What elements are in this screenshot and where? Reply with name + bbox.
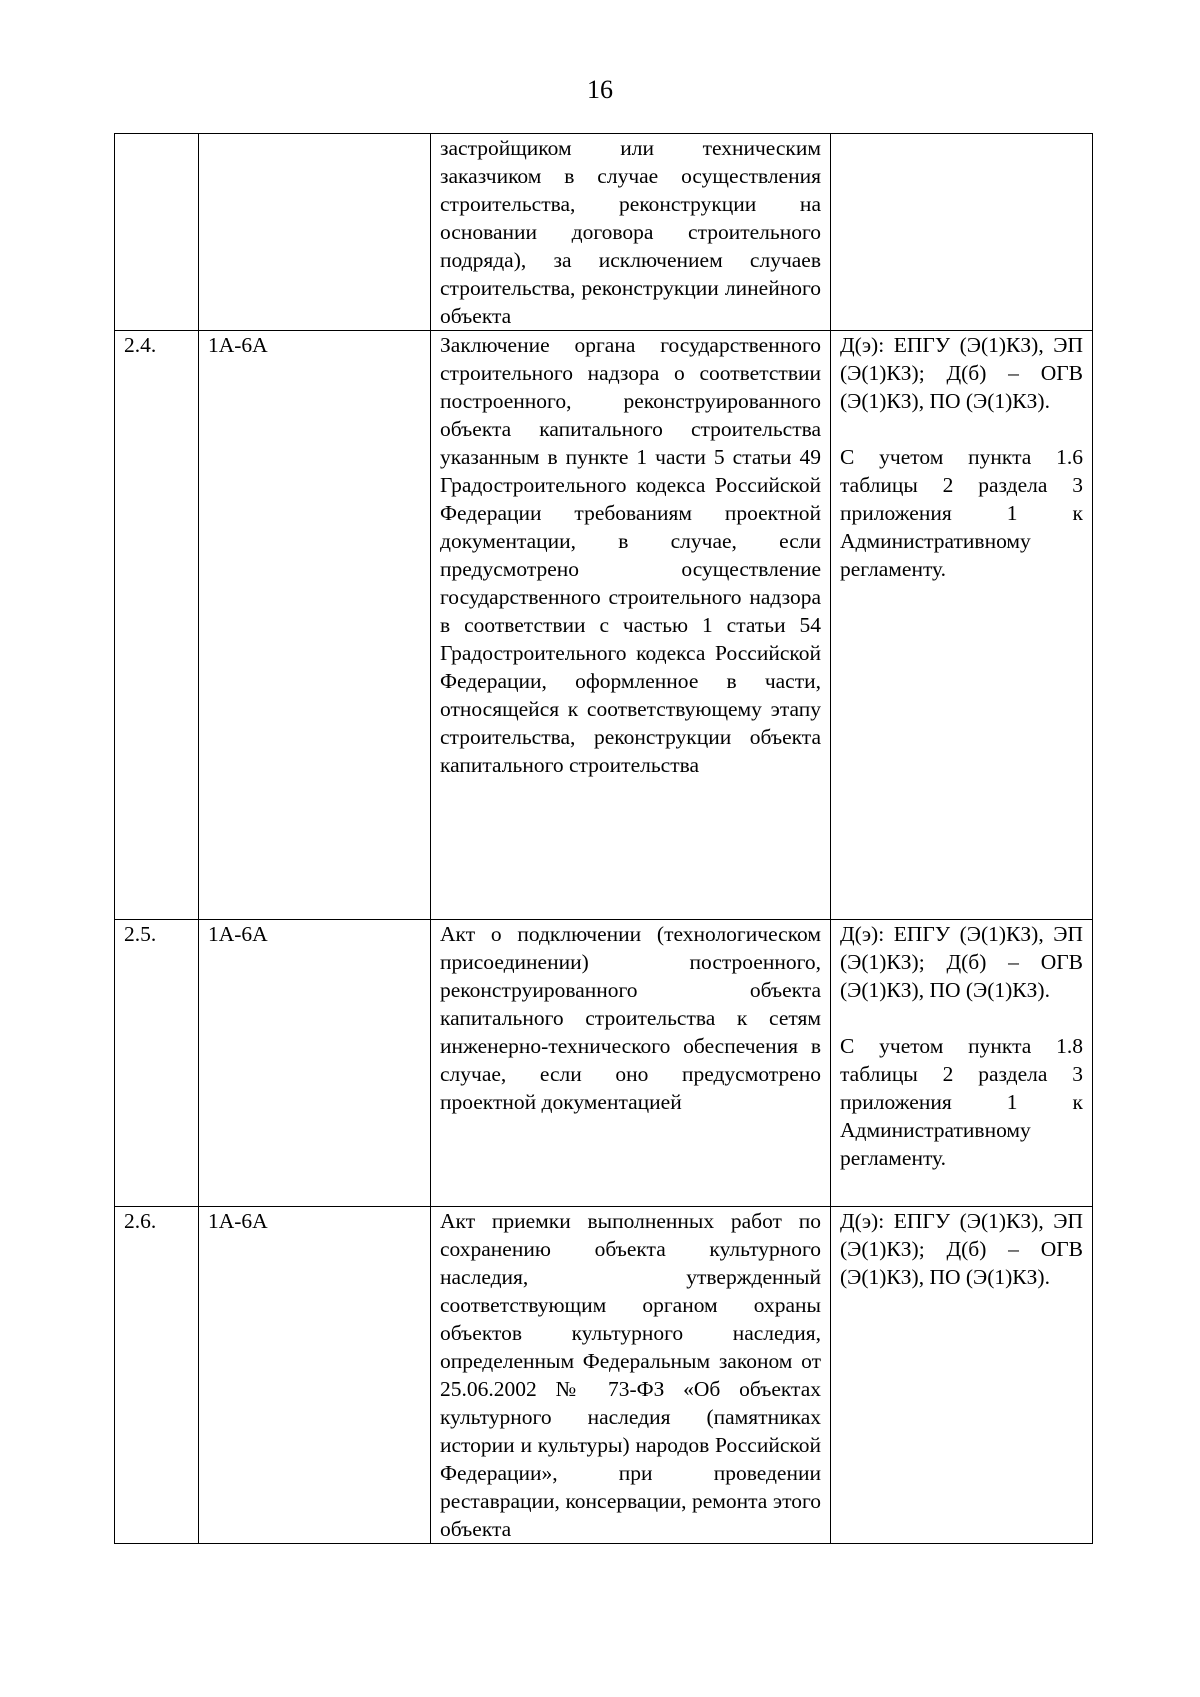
row-description-cell: Заключение органа государственного строительного надзора о соответствии построенного, реконструированного объекта капитального строительства указанным в пункте 1 части 5 статьи 49 Градостроительного кодекса Российской Федерации требованиям проектной документации, в случае, если предусмотрено осуществление государственного строительного надзора в соответствии с частью 1 статьи 54 Градостроительного кодекса Российской Федерации, оформленное в части, относящейся к соответствующему этапу строительства, реконструкции объекта капитального строительства [431, 331, 831, 920]
row-code-cell: 1А-6А [199, 920, 431, 1207]
row-code-cell [199, 134, 431, 331]
table-row [115, 331, 1093, 920]
table-row [115, 1207, 1093, 1544]
row-notes-extra: С учетом пункта 1.6 таблицы 2 раздела 3 приложения 1 к Административному регламенту. [840, 445, 1083, 581]
row-number-cell: 2.5. [115, 920, 199, 1207]
row-code-cell: 1А-6А [199, 1207, 431, 1544]
page-number: 16 [587, 75, 613, 104]
row-number-cell: 2.6. [115, 1207, 199, 1544]
table-row [115, 134, 1093, 331]
row-notes-cell [831, 920, 1093, 1207]
table-row [115, 920, 1093, 1207]
requirements-table [114, 133, 1093, 1544]
row-notes-text: Д(э): ЕПГУ (Э(1)КЗ), ЭП (Э(1)КЗ); Д(б) – ОГВ (Э(1)КЗ), ПО (Э(1)КЗ). [840, 333, 1083, 413]
row-notes-extra: С учетом пункта 1.8 таблицы 2 раздела 3 приложения 1 к Административному регламенту. [840, 1034, 1083, 1170]
row-notes-text: Д(э): ЕПГУ (Э(1)КЗ), ЭП (Э(1)КЗ); Д(б) – ОГВ (Э(1)КЗ), ПО (Э(1)КЗ). [840, 1209, 1083, 1289]
row-description-cell: Акт о подключении (технологическом присоединении) построенного, реконструированного объекта капитального строительства к сетям инженерно-технического обеспечения в случае, если оно предусмотрено проектной документацией [431, 920, 831, 1207]
row-number-cell: 2.4. [115, 331, 199, 920]
row-notes-text: Д(э): ЕПГУ (Э(1)КЗ), ЭП (Э(1)КЗ); Д(б) – ОГВ (Э(1)КЗ), ПО (Э(1)КЗ). [840, 922, 1083, 1002]
row-notes-cell [831, 1207, 1093, 1544]
row-description-cell: Акт приемки выполненных работ по сохранению объекта культурного наследия, утвержденный соответствующим органом охраны объектов культурного наследия, определенным Федеральным законом от 25.06.2002 № 73-ФЗ «Об объектах культурного наследия (памятниках истории и культуры) народов Российской Федерации», при проведении реставрации, консервации, ремонта этого объекта [431, 1207, 831, 1544]
row-notes-cell [831, 134, 1093, 331]
row-code-cell: 1А-6А [199, 331, 431, 920]
row-notes-cell [831, 331, 1093, 920]
row-description-cell: застройщиком или техническим заказчиком в случае осуществления строительства, реконструкции на основании договора строительного подряда), за исключением случаев строительства, реконструкции линейного объекта [431, 134, 831, 331]
row-number-cell [115, 134, 199, 331]
